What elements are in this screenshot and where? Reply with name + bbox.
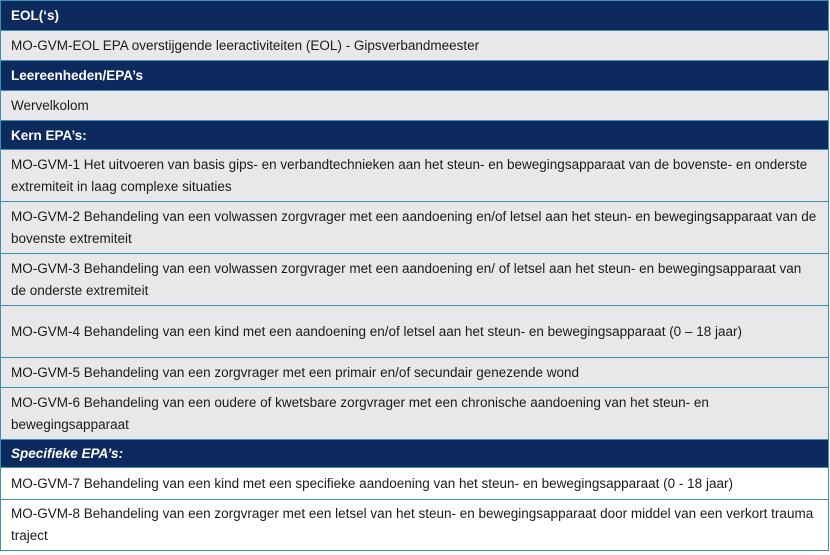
specific-item: MO-GVM-7 Behandeling van een kind met een specifieke aandoening van het steun- en bewegingsapparaat (0 - 18 jaar) — [11, 475, 733, 491]
eol-header: EOL(‘s) — [11, 8, 60, 23]
core-row-5 — [1, 358, 828, 388]
units-header: Leereenheden/EPA’s — [11, 68, 144, 83]
core-row-1 — [1, 150, 828, 202]
specific-row-1 — [1, 468, 828, 500]
core-row-4 — [1, 306, 828, 358]
core-item: MO-GVM-1 Het uitvoeren van basis gips- en verbandtechnieken aan het steun- en bewegingsapparaat van de bovenste- en onderste extremiteit in laag complexe situaties — [11, 156, 808, 194]
core-row-2 — [1, 202, 828, 254]
core-header: Kern EPA’s: — [11, 127, 87, 143]
specific-header: Specifieke EPA’s: — [11, 446, 124, 461]
core-row-3 — [1, 254, 828, 306]
core-item: MO-GVM-4 Behandeling van een kind met een aandoening en/of letsel aan het steun- en bewegingsapparaat (0 – 18 jaar) — [11, 323, 742, 339]
units-value: Wervelkolom — [11, 97, 89, 113]
core-row-6 — [1, 388, 828, 440]
eol-value: MO-GVM-EOL EPA overstijgende leeractiviteiten (EOL) - Gipsverbandmeester — [11, 37, 480, 53]
core-item: MO-GVM-6 Behandeling van een oudere of kwetsbare zorgvrager met een chronische aandoening van het steun- en bewegingsapparaat — [11, 394, 709, 432]
specific-row-2 — [1, 500, 828, 551]
core-item: MO-GVM-3 Behandeling van een volwassen zorgvrager met een aandoening en/ of letsel aan het steun- en bewegingsapparaat van de onderste extremiteit — [11, 260, 802, 298]
core-item: MO-GVM-5 Behandeling van een zorgvrager met een primair en/of secundair genezende wond — [11, 364, 580, 380]
specific-item: MO-GVM-8 Behandeling van een zorgvrager met een letsel van het steun- en bewegingsapparaat door middel van een verkort trauma traject — [11, 506, 814, 543]
eol-row — [1, 31, 828, 61]
units-header-row — [1, 61, 828, 91]
core-item: MO-GVM-2 Behandeling van een volwassen zorgvrager met een aandoening en/of letsel aan het steun- en bewegingsapparaat van de bovenste extremiteit — [11, 208, 817, 246]
eol-header-row — [1, 0, 828, 31]
specific-header-row — [1, 440, 828, 468]
units-row — [1, 91, 828, 121]
core-header-row — [1, 121, 828, 150]
